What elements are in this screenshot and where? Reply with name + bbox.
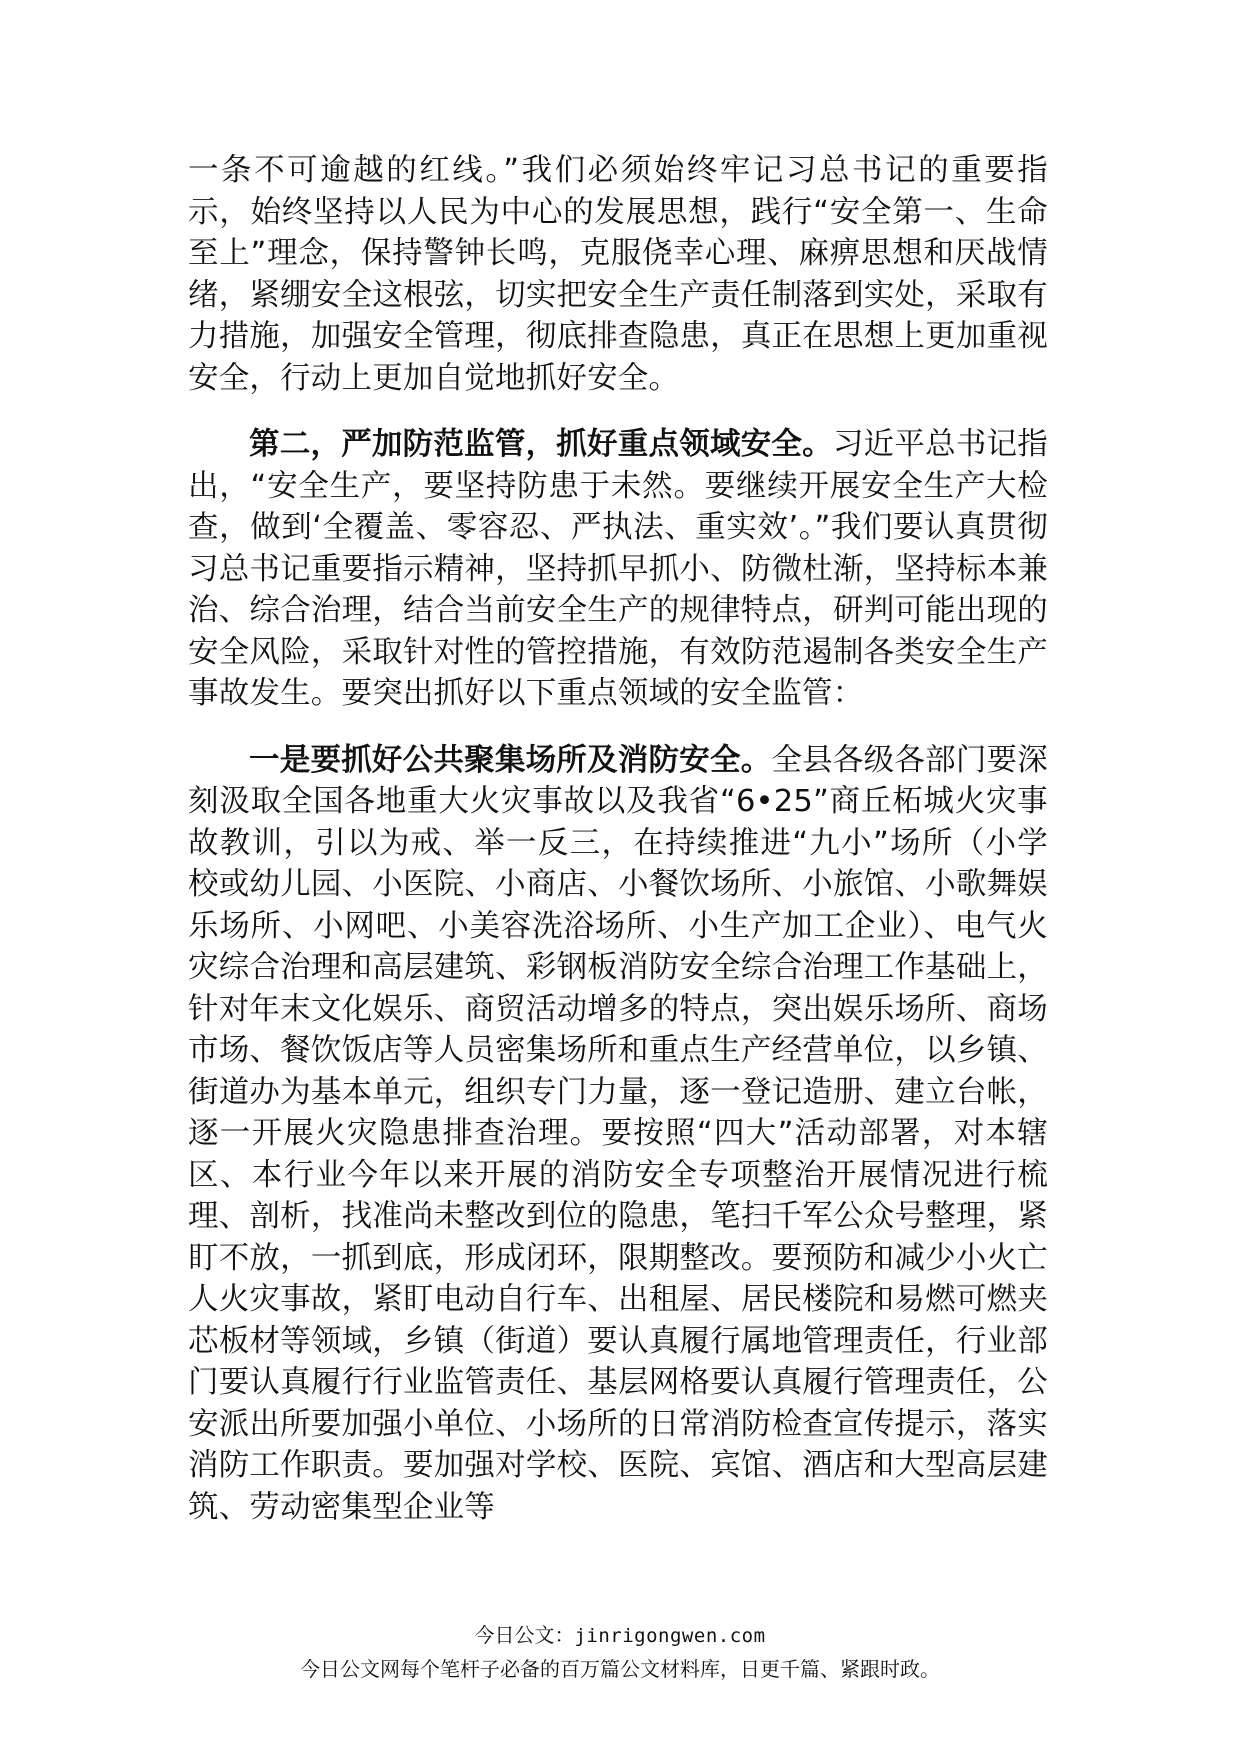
footer-tagline: 今日公文网每个笔杆子必备的百万篇公文材料库，日更千篇、紧跟时政。 — [300, 1657, 940, 1681]
paragraph-text: 全县各级各部门要深刻汲取全国各地重大火灾事故以及我省“6•25”商丘柘城火灾事故教训，引以为戒、举一反三，在持续推进“九小”场所（小学校或幼儿园、小医院、小商店、小餐饮场所、小旅馆、小歌舞娱乐场所、小网吧、小美容洗浴场所、小生产加工企业）、电气火灾综合治理和高层建筑、彩钢板消防安全综合治理工作基础上，针对年末文化娱乐、商贸活动增多的特点，突出娱乐场所、商场市场、餐饮饭店等人员密集场所和重点生产经营单位，以乡镇、街道办为基本单元，组织专门力量，逐一登记造册、建立台帐，逐一开展火灾隐患排查治理。要按照“四大”活动部署，对本辖区、本行业今年以来开展的消防安全专项整治开展情况进行梳理、剖析，找准尚未整改到位的隐患，笔扫千军公众号整理，紧盯不放，一抓到底，形成闭环，限期整改。要预防和减少小火亡人火灾事故，紧盯电动自行车、出租屋、居民楼院和易燃可燃夹芯板材等领域，乡镇（街道）要认真履行属地管理责任，行业部门要认真履行行业监管责任、基层网格要认真履行管理责任，公安派出所要加强小单位、小场所的日常消防检查宣传提示，落实消防工作职责。要加强对学校、医院、宾馆、酒店和大型高层建筑、劳动密集型企业等 — [188, 742, 1048, 1525]
paragraph-section-two — [188, 424, 1048, 715]
subsection-heading-inline: 一是要抓好公共聚集场所及消防安全。 — [249, 742, 772, 778]
paragraph-text: 一条不可逾越的红线。”我们必须始终牢记习总书记的重要指示，始终坚持以人民为中心的发展思想，践行“安全第一、生命至上”理念，保持警钟长鸣，克服侥幸心理、麻痹思想和厌战情绪，紧绷安全这根弦，切实把安全生产责任制落到实处，采取有力措施，加强安全管理，彻底排查隐患，真正在思想上更加重视安全，行动上更加自觉地抓好安全。 — [188, 153, 1048, 396]
section-heading-inline: 第二，严加防范监管，抓好重点领域安全。 — [249, 427, 833, 462]
footer-site-url: jinrigongwen.com — [574, 1625, 766, 1647]
footer-site-label: 今日公文： — [474, 1623, 575, 1647]
page-footer — [0, 1619, 1240, 1686]
paragraph-continuation — [188, 150, 1048, 399]
paragraph-fire-safety — [188, 740, 1048, 1529]
footer-site-line — [0, 1619, 1240, 1653]
paragraph-text: 习近平总书记指出，“安全生产，要坚持防患于未然。要继续开展安全生产大检查，做到‘全覆盖、零容忍、严执法、重实效’。”我们要认真贯彻习总书记重要指示精神，坚持抓早抓小、防微杜渐，坚持标本兼治、综合治理，结合当前安全生产的规律特点，研判可能出现的安全风险，采取针对性的管控措施，有效防范遏制各类安全生产事故发生。要突出抓好以下重点领域的安全监管： — [188, 427, 1048, 711]
document-body — [188, 150, 1048, 1528]
